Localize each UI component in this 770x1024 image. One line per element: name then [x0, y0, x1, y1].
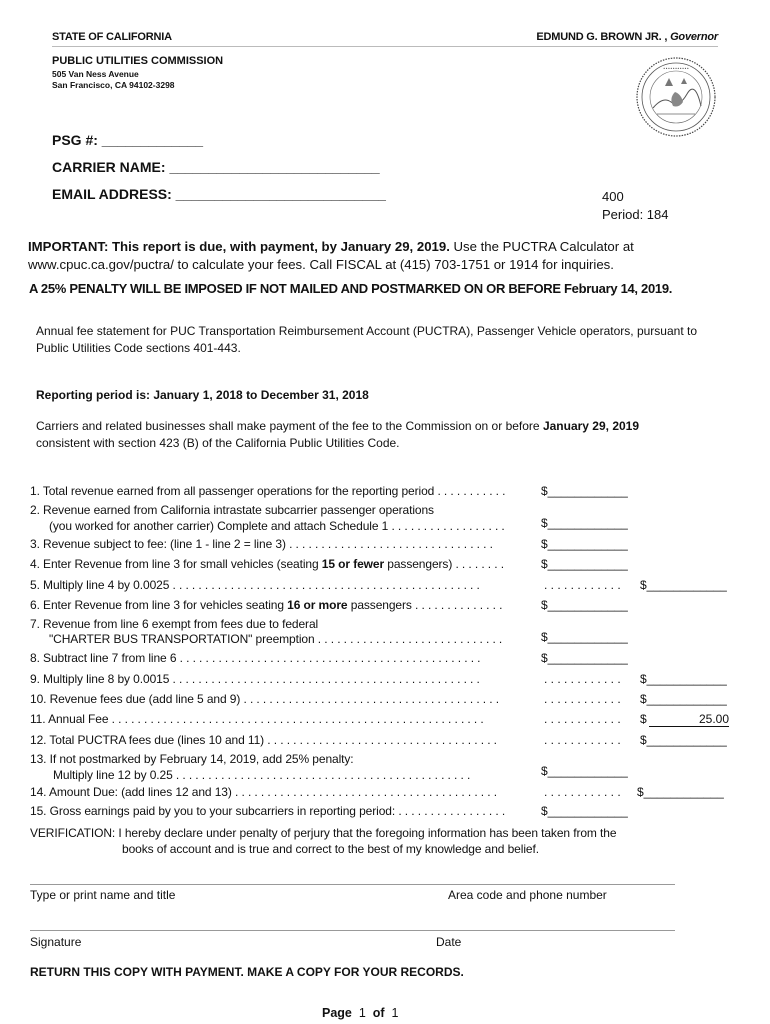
- code-value: 400: [602, 189, 624, 204]
- name-signature-line[interactable]: [30, 884, 675, 885]
- verification-line-2: books of account and is true and correct to the best of my knowledge and belief.: [122, 842, 539, 856]
- line-12-dots: . . . . . . . . . . . .: [544, 733, 621, 747]
- line-15-label: 15. Gross earnings paid by you to your subcarriers in reporting period: . . . . . . . . . . . . . . . . .: [30, 804, 506, 818]
- line-3-label: 3. Revenue subject to fee: (line 1 - line 2 = line 3) . . . . . . . . . . . . . . . . . . . . . . . . . . . . . . . .: [30, 537, 493, 551]
- payment-text: [36, 418, 716, 452]
- line-6-pre: 6. Enter Revenue from line 3 for vehicles seating: [30, 598, 288, 612]
- line-1-label: 1. Total revenue earned from all passenger operations for the reporting period . . . . . . . . . . .: [30, 484, 506, 498]
- payment-text-1: Carriers and related businesses shall make payment of the fee to the Commission on or before: [36, 419, 543, 433]
- header-divider: [52, 46, 718, 47]
- page-number: 1: [358, 1006, 366, 1020]
- governor-title: Governor: [670, 31, 718, 43]
- agency-address: [52, 69, 175, 91]
- agency-name: PUBLIC UTILITIES COMMISSION: [52, 55, 224, 67]
- state-label: STATE OF CALIFORNIA: [52, 31, 172, 43]
- line-9-amount[interactable]: $____________: [640, 672, 727, 686]
- line-8-amount[interactable]: $____________: [541, 651, 628, 665]
- line-13-label-a: 13. If not postmarked by February 14, 2019, add 25% penalty:: [30, 752, 354, 766]
- return-notice: RETURN THIS COPY WITH PAYMENT. MAKE A COPY FOR YOUR RECORDS.: [30, 965, 464, 979]
- line-13-amount[interactable]: $____________: [541, 764, 628, 778]
- line-15-amount[interactable]: $____________: [541, 804, 628, 818]
- line-10-label: 10. Revenue fees due (add line 5 and 9) . . . . . . . . . . . . . . . . . . . . . . . . . . . . . . . . . . . . . . . .: [30, 692, 499, 706]
- psg-field[interactable]: PSG #: _____________: [52, 132, 204, 148]
- important-rest: Use the PUCTRA Calculator at www.cpuc.ca.gov/puctra/ to calculate your fees. Call FISCAL at (415) 703-1751 or 1914 for inquiries.: [28, 239, 634, 272]
- line-4-label: [30, 557, 504, 571]
- signature-label: Signature: [30, 935, 82, 949]
- line-11-dollar: $: [640, 712, 647, 726]
- address-line-2: San Francisco, CA 94102-3298: [52, 80, 175, 90]
- line-6-amount[interactable]: $____________: [541, 598, 628, 612]
- line-2-amount[interactable]: $____________: [541, 516, 628, 530]
- verification-line-1: VERIFICATION: I hereby declare under penalty of perjury that the foregoing information has been taken from the: [30, 826, 617, 840]
- phone-label: Area code and phone number: [448, 888, 607, 902]
- governor-label: [536, 31, 718, 43]
- governor-name: EDMUND G. BROWN JR. ,: [536, 31, 668, 43]
- page-total: 1: [391, 1006, 399, 1020]
- carrier-name-field[interactable]: CARRIER NAME: ___________________________: [52, 159, 380, 175]
- line-14-label: 14. Amount Due: (add lines 12 and 13) . . . . . . . . . . . . . . . . . . . . . . . . . . . . . . . . . . . . . . . . .: [30, 785, 497, 799]
- line-4-post: passengers) . . . . . . . .: [384, 557, 504, 571]
- page-label: Page: [322, 1006, 352, 1020]
- penalty-notice: A 25% PENALTY WILL BE IMPOSED IF NOT MAILED AND POSTMARKED ON OR BEFORE February 14, 2019.: [29, 281, 673, 296]
- fee-statement: Annual fee statement for PUC Transportation Reimbursement Account (PUCTRA), Passenger Vehicle operators, pursuant to Public Utilities Code sections 401-443.: [36, 324, 697, 355]
- line-12-label: 12. Total PUCTRA fees due (lines 10 and 11) . . . . . . . . . . . . . . . . . . . . . . . . . . . . . . . . . . . .: [30, 733, 497, 747]
- period-value: Period: 184: [602, 207, 669, 222]
- important-bold: IMPORTANT: This report is due, with payment, by January 29, 2019.: [28, 239, 450, 254]
- line-4-bold: 15 or fewer: [321, 557, 385, 571]
- line-7-amount[interactable]: $____________: [541, 630, 628, 644]
- line-9-dots: . . . . . . . . . . . .: [544, 672, 621, 686]
- payment-text-2: consistent with section 423 (B) of the California Public Utilities Code.: [36, 436, 400, 450]
- line-10-dots: . . . . . . . . . . . .: [544, 692, 621, 706]
- line-10-amount[interactable]: $____________: [640, 692, 727, 706]
- payment-date: January 29, 2019: [542, 419, 640, 433]
- line-12-amount[interactable]: $____________: [640, 733, 727, 747]
- line-3-amount[interactable]: $____________: [541, 537, 628, 551]
- reporting-period: Reporting period is: January 1, 2018 to December 31, 2018: [36, 388, 369, 402]
- line-4-amount[interactable]: $____________: [541, 557, 628, 571]
- annual-fee-value: 25.00: [649, 712, 729, 727]
- email-field[interactable]: EMAIL ADDRESS: ___________________________: [52, 186, 386, 202]
- line-11-dots: . . . . . . . . . . . .: [544, 712, 621, 726]
- important-notice: [28, 238, 748, 274]
- line-6-bold: 16 or more: [287, 598, 348, 612]
- page-indicator: [322, 1006, 398, 1020]
- line-11-label: 11. Annual Fee . . . . . . . . . . . . . . . . . . . . . . . . . . . . . . . . . . . . . . . . . . . . . . . . . . . . . . . . . .: [30, 712, 484, 726]
- signature-line[interactable]: [30, 930, 675, 931]
- line-1-amount[interactable]: $____________: [541, 484, 628, 498]
- line-14-amount[interactable]: $____________: [637, 785, 724, 799]
- line-7-label-a: 7. Revenue from line 6 exempt from fees due to federal: [30, 617, 319, 631]
- line-9-label: 9. Multiply line 8 by 0.0015 . . . . . . . . . . . . . . . . . . . . . . . . . . . . . . . . . . . . . . . . . . . . . . . .: [30, 672, 480, 686]
- address-line-1: 505 Van Ness Avenue: [52, 69, 139, 79]
- line-4-pre: 4. Enter Revenue from line 3 for small vehicles (seating: [30, 557, 322, 571]
- svg-text:•••••••••••: •••••••••••: [663, 66, 689, 71]
- line-7-label-b: "CHARTER BUS TRANSPORTATION" preemption . . . . . . . . . . . . . . . . . . . . . . . . . . . . .: [49, 632, 503, 646]
- line-5-dots: . . . . . . . . . . . .: [544, 578, 621, 592]
- line-8-label: 8. Subtract line 7 from line 6 . . . . . . . . . . . . . . . . . . . . . . . . . . . . . . . . . . . . . . . . . . . . . . .: [30, 651, 481, 665]
- line-2-label-a: 2. Revenue earned from California intrastate subcarrier passenger operations: [30, 503, 434, 517]
- line-5-label: 5. Multiply line 4 by 0.0025 . . . . . . . . . . . . . . . . . . . . . . . . . . . . . . . . . . . . . . . . . . . . . . . .: [30, 578, 480, 592]
- line-14-dots: . . . . . . . . . . . .: [544, 785, 621, 799]
- page-of: of: [372, 1006, 385, 1020]
- line-5-amount[interactable]: $____________: [640, 578, 727, 592]
- name-title-label: Type or print name and title: [30, 888, 176, 902]
- line-2-label-b: (you worked for another carrier) Complete and attach Schedule 1 . . . . . . . . . . . . . . . . . .: [49, 519, 505, 533]
- date-label: Date: [436, 935, 462, 949]
- line-6-post: passengers . . . . . . . . . . . . . .: [347, 598, 503, 612]
- line-13-label-b: Multiply line 12 by 0.25 . . . . . . . . . . . . . . . . . . . . . . . . . . . . . . . . . . . . . . . . . . . . . .: [53, 768, 471, 782]
- state-seal-icon: [635, 56, 717, 138]
- line-6-label: [30, 598, 502, 612]
